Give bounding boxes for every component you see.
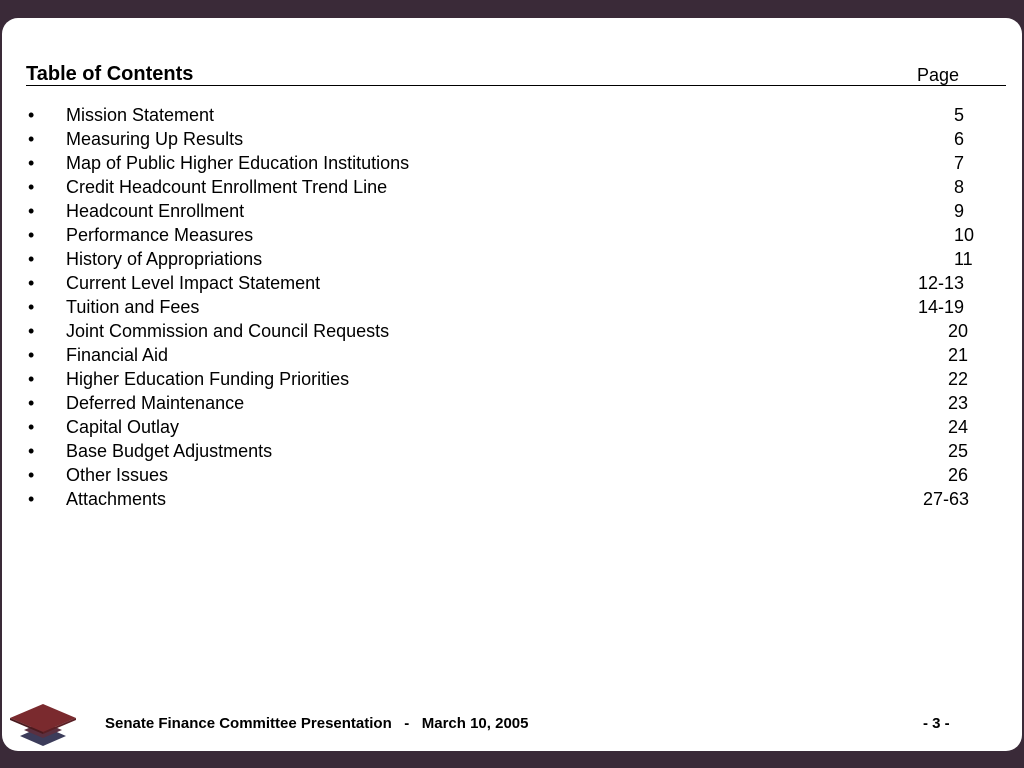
toc-item-label: Joint Commission and Council Requests xyxy=(66,321,390,341)
bullet: • xyxy=(28,441,35,461)
footer-text: Senate Finance Committee Presentation - March 10, 2005 xyxy=(105,715,529,732)
toc-item-label: Deferred Maintenance xyxy=(66,393,245,413)
list-item xyxy=(28,127,988,151)
toc-item-label: Base Budget Adjustments xyxy=(66,441,273,461)
list-item xyxy=(28,199,988,223)
page-title: Table of Contents xyxy=(26,63,194,85)
list-item xyxy=(28,175,988,199)
toc-item-label: Financial Aid xyxy=(66,345,169,365)
list-item xyxy=(28,343,988,367)
bullet: • xyxy=(28,225,35,245)
bullet: • xyxy=(28,129,35,149)
list-item xyxy=(28,487,988,511)
list-item xyxy=(28,367,988,391)
toc-item-label: Mission Statement xyxy=(66,105,215,125)
toc-item-page: 22 xyxy=(948,369,969,389)
bullet: • xyxy=(28,393,35,413)
toc-item-page: 24 xyxy=(948,417,969,437)
toc-item-label: Credit Headcount Enrollment Trend Line xyxy=(66,177,388,197)
toc-item-page: 23 xyxy=(948,393,969,413)
toc-list xyxy=(28,103,988,511)
bullet: • xyxy=(28,201,35,221)
toc-item-page: 8 xyxy=(954,177,965,197)
list-item xyxy=(28,151,988,175)
toc-item-page: 6 xyxy=(954,129,965,149)
bullet: • xyxy=(28,273,35,293)
toc-item-page: 9 xyxy=(954,201,965,221)
bullet: • xyxy=(28,345,35,365)
toc-item-label: Attachments xyxy=(66,489,167,509)
toc-item-label: Measuring Up Results xyxy=(66,129,244,149)
toc-item-page: 27-63 xyxy=(923,489,970,509)
bullet: • xyxy=(28,297,35,317)
toc-item-label: Map of Public Higher Education Institutions xyxy=(66,153,410,173)
list-item xyxy=(28,295,988,319)
toc-item-label: Higher Education Funding Priorities xyxy=(66,369,350,389)
list-item xyxy=(28,415,988,439)
list-item xyxy=(28,271,988,295)
toc-item-label: Headcount Enrollment xyxy=(66,201,245,221)
list-item xyxy=(28,103,988,127)
toc-item-page: 7 xyxy=(954,153,965,173)
toc-item-label: Tuition and Fees xyxy=(66,297,200,317)
title-divider xyxy=(26,85,1006,86)
bullet: • xyxy=(28,417,35,437)
page-column-header: Page xyxy=(917,65,960,85)
graduation-cap-icon xyxy=(10,698,76,748)
toc-item-page: 20 xyxy=(948,321,969,341)
toc-item-page: 26 xyxy=(948,465,969,485)
toc-item-label: Current Level Impact Statement xyxy=(66,273,321,293)
list-item xyxy=(28,223,988,247)
footer-page-number: - 3 - xyxy=(923,715,950,732)
bullet: • xyxy=(28,177,35,197)
toc-item-label: Performance Measures xyxy=(66,225,254,245)
toc-item-label: Other Issues xyxy=(66,465,169,485)
toc-item-page: 5 xyxy=(954,105,965,125)
list-item xyxy=(28,247,988,271)
bullet: • xyxy=(28,321,35,341)
toc-item-page: 12-13 xyxy=(918,273,965,293)
toc-item-label: History of Appropriations xyxy=(66,249,263,269)
toc-item-label: Capital Outlay xyxy=(66,417,180,437)
bullet: • xyxy=(28,489,35,509)
toc-item-page: 21 xyxy=(948,345,969,365)
list-item xyxy=(28,439,988,463)
bullet: • xyxy=(28,369,35,389)
bullet: • xyxy=(28,249,35,269)
toc-item-page: 14-19 xyxy=(918,297,965,317)
list-item xyxy=(28,463,988,487)
list-item xyxy=(28,391,988,415)
list-item xyxy=(28,319,988,343)
bullet: • xyxy=(28,153,35,173)
bullet: • xyxy=(28,465,35,485)
toc-item-page: 10 xyxy=(954,225,975,245)
toc-item-page: 25 xyxy=(948,441,969,461)
toc-item-page: 11 xyxy=(954,249,973,269)
bullet: • xyxy=(28,105,35,125)
